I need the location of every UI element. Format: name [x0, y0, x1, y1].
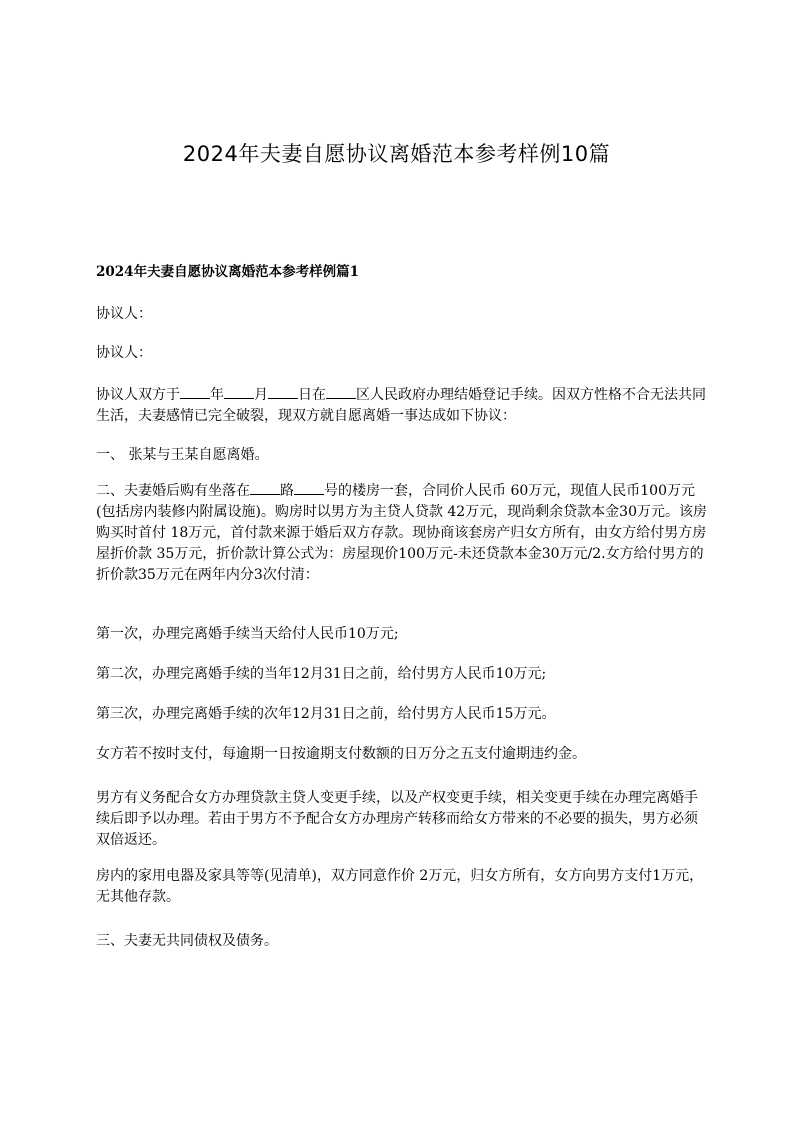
- document-title: 2024年夫妻自愿协议离婚范本参考样例10篇: [182, 142, 611, 166]
- blank-month: [224, 384, 254, 399]
- blank-number: [294, 480, 324, 495]
- penalty-paragraph: 女方若不按时支付，每逾期一日按逾期支付数额的日万分之五支付逾期违约金。: [96, 746, 586, 762]
- blank-road: [250, 480, 280, 495]
- intro-text-3: 月: [254, 387, 268, 403]
- section-heading: 2024年夫妻自愿协议离婚范本参考样例篇1: [96, 264, 359, 280]
- intro-text-4: 日在: [298, 387, 326, 403]
- party-2-line: 协议人：: [96, 345, 152, 361]
- intro-text-1: 协议人双方于: [96, 387, 180, 403]
- loan-change-paragraph: 男方有义务配合女方办理贷款主贷人变更手续，以及产权变更手续，相关变更手续在办理完离婚手续后即予以办理。若由于男方不予配合女方办理房产转移而给女方带来的不必要的损失，男方必须双倍返还。: [96, 790, 698, 848]
- payment-3: 第三次，办理完离婚手续的次年12月31日之前，给付男方人民币15万元。: [96, 706, 556, 722]
- party-1-line: 协议人：: [96, 306, 152, 322]
- intro-paragraph: [96, 384, 708, 427]
- blank-day: [268, 384, 298, 399]
- clause-2-text-1: 二、夫妻婚后购有坐落在: [96, 483, 250, 499]
- clause-2-text-2: 路: [280, 483, 294, 499]
- payment-1: 第一次，办理完离婚手续当天给付人民币10万元;: [96, 626, 399, 642]
- appliances-paragraph: 房内的家用电器及家具等等(见清单)，双方同意作价 2万元，归女方所有，女方向男方支付1万元，无其他存款。: [96, 868, 704, 905]
- clause-3: 三、夫妻无共同债权及债务。: [96, 933, 278, 949]
- intro-text-2: 年: [210, 387, 224, 403]
- clause-2-text-3: 号的楼房一套，合同价人民币 60万元，现值人民币100万元(包括房内装修内附属设施)。购房时以男方为主贷人贷款 42万元，现尚剩余贷款本金30万元。该房购买时首付 18万元，首付款来源于婚后双方存款。现协商该套房产归女方所有，由女方给付男方房屋折价款 35万元，折价款计算公式为：房屋现价100万元-未还贷款本金30万元/2.女方给付男方的折价款35万元在两年内分3次付清：: [96, 483, 708, 583]
- payment-2: 第二次，办理完离婚手续的当年12月31日之前，给付男方人民币10万元;: [96, 666, 547, 682]
- intro-text-5: 区人民政府办理结婚登记手续。因双方性格不合无法共同生活，夫妻感情已完全破裂，现双方就自愿离婚一事达成如下协议：: [96, 387, 706, 424]
- clause-2-paragraph: [96, 480, 708, 586]
- blank-year: [180, 384, 210, 399]
- blank-district: [326, 384, 356, 399]
- clause-1: 一、 张某与王某自愿离婚。: [96, 447, 269, 463]
